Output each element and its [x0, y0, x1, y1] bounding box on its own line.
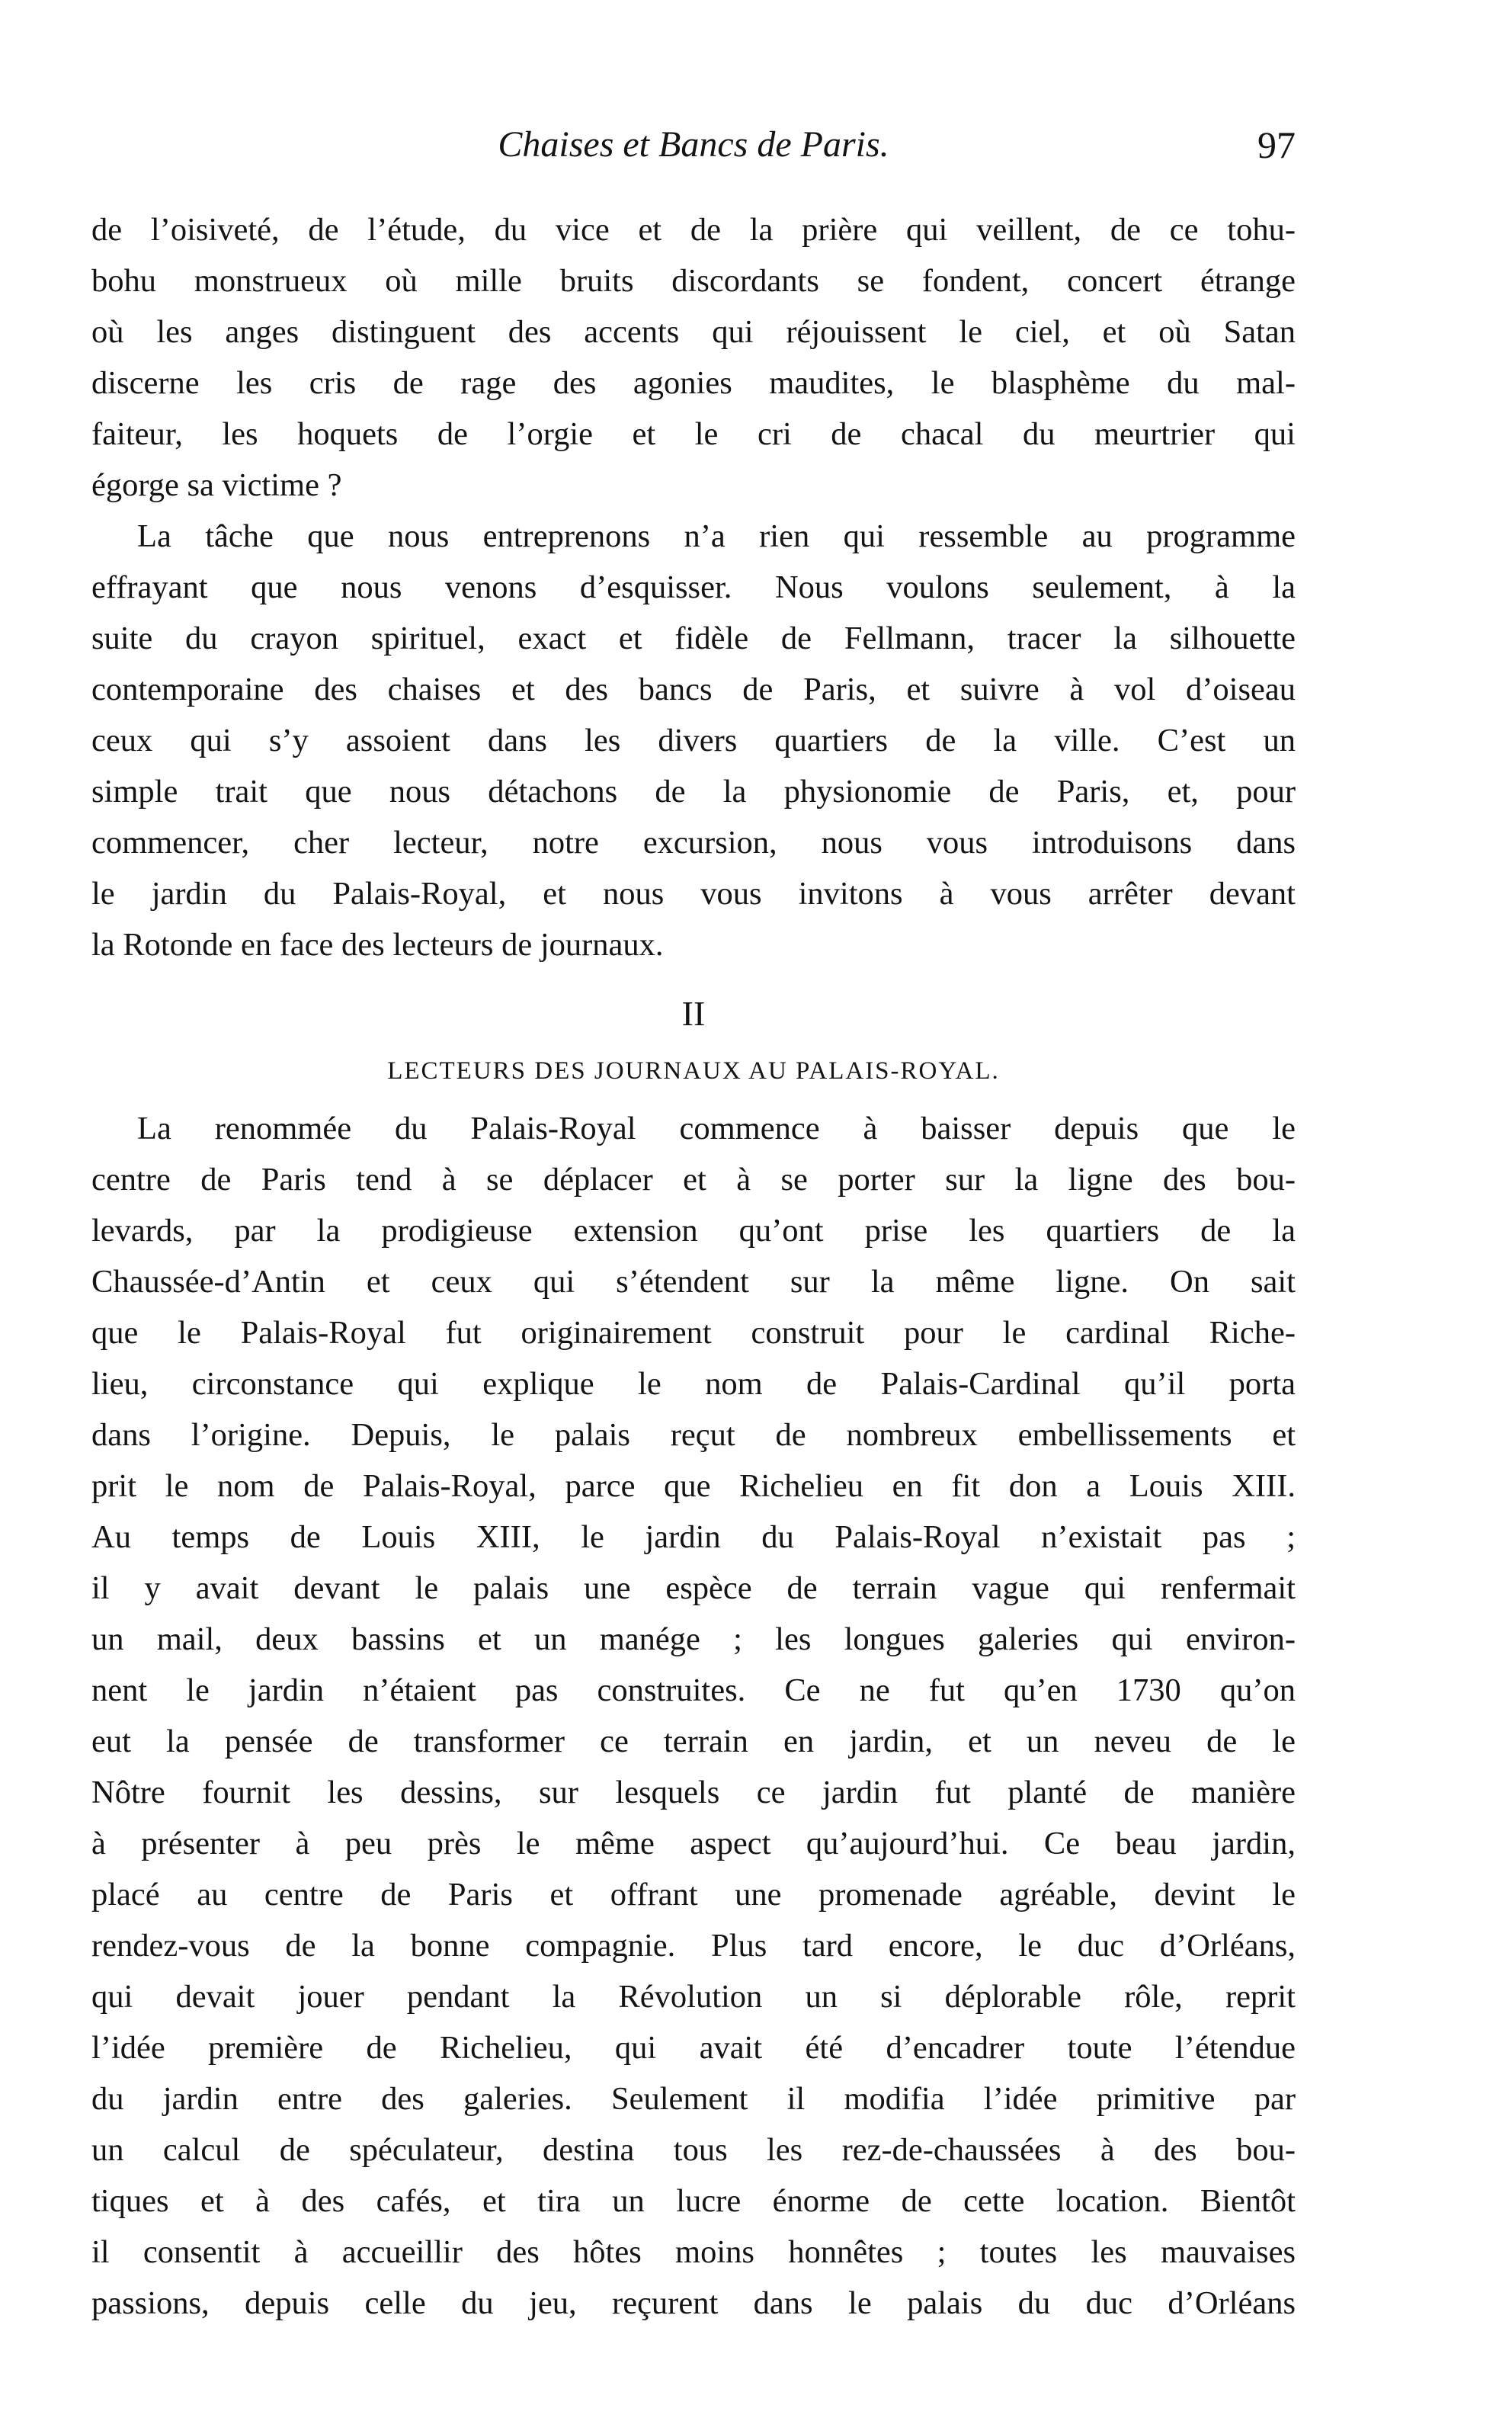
- text-line: effrayant que nous venons d’esquisser. Nous voulons seulement, à la: [91, 569, 1296, 605]
- text-line: Chaussée-d’Antin et ceux qui s’étendent sur la même ligne. On sait: [91, 1264, 1296, 1300]
- running-title: Chaises et Bancs de Paris.: [498, 124, 889, 165]
- text-line: où les anges distinguent des accents qui réjouissent le ciel, et où Satan: [91, 314, 1296, 350]
- text-line: passions, depuis celle du jeu, reçurent dans le palais du duc d’Orléans: [91, 2285, 1296, 2321]
- text-line: que le Palais-Royal fut originairement construit pour le cardinal Riche-: [91, 1315, 1296, 1351]
- text-line: l’idée première de Richelieu, qui avait été d’encadrer toute l’étendue: [91, 2030, 1296, 2066]
- text-line: bohu monstrueux où mille bruits discordants se fondent, concert étrange: [91, 263, 1296, 299]
- text-line: il consentit à accueillir des hôtes moins honnêtes ; toutes les mauvaises: [91, 2234, 1296, 2270]
- text-line: un mail, deux bassins et un manége ; les longues galeries qui environ-: [91, 1621, 1296, 1657]
- page-number: 97: [1257, 123, 1296, 166]
- text-line: qui devait jouer pendant la Révolution un si déplorable rôle, reprit: [91, 1979, 1296, 2015]
- text-line: à présenter à peu près le même aspect qu’aujourd’hui. Ce beau jardin,: [91, 1826, 1296, 1861]
- text-line: lieu, circonstance qui explique le nom de Palais-Cardinal qu’il porta: [91, 1366, 1296, 1402]
- text-line: du jardin entre des galeries. Seulement il modifia l’idée primitive par: [91, 2081, 1296, 2117]
- text-line: contemporaine des chaises et des bancs de Paris, et suivre à vol d’oiseau: [91, 672, 1296, 707]
- text-line: nent le jardin n’étaient pas construites. Ce ne fut qu’en 1730 qu’on: [91, 1672, 1296, 1708]
- text-line: prit le nom de Palais-Royal, parce que Richelieu en fit don a Louis XIII.: [91, 1468, 1296, 1504]
- paragraph-continuation: [91, 204, 1296, 511]
- text-line: levards, par la prodigieuse extension qu’ont prise les quartiers de la: [91, 1213, 1296, 1249]
- section-number: II: [681, 994, 706, 1033]
- text-line: faiteur, les hoquets de l’orgie et le cri de chacal du meurtrier qui: [91, 416, 1296, 452]
- text-line: un calcul de spéculateur, destina tous les rez-de-chaussées à des bou-: [91, 2132, 1296, 2168]
- paragraph-palais-royal: [91, 1103, 1296, 2329]
- text-line: il y avait devant le palais une espèce de terrain vague qui renfermait: [91, 1570, 1296, 1606]
- text-line: placé au centre de Paris et offrant une promenade agréable, devint le: [91, 1877, 1296, 1913]
- text-line: Au temps de Louis XIII, le jardin du Palais-Royal n’existait pas ;: [91, 1519, 1296, 1555]
- text-line: La renommée du Palais-Royal commence à baisser depuis que le: [137, 1111, 1296, 1146]
- text-line: centre de Paris tend à se déplacer et à se porter sur la ligne des bou-: [91, 1162, 1296, 1198]
- text-line: de l’oisiveté, de l’étude, du vice et de la prière qui veillent, de ce tohu-: [91, 212, 1296, 248]
- section-title: LECTEURS DES JOURNAUX AU PALAIS-ROYAL.: [387, 1057, 1000, 1085]
- text-line: le jardin du Palais-Royal, et nous vous invitons à vous arrêter devant: [91, 876, 1296, 912]
- text-line: ceux qui s’y assoient dans les divers quartiers de la ville. C’est un: [91, 723, 1296, 758]
- text-line: la Rotonde en face des lecteurs de journaux.: [91, 927, 664, 963]
- body-text: [91, 204, 1296, 2329]
- text-line: dans l’origine. Depuis, le palais reçut de nombreux embellissements et: [91, 1417, 1296, 1453]
- page-header: [91, 114, 1296, 175]
- text-line: eut la pensée de transformer ce terrain en jardin, et un neveu de le: [91, 1723, 1296, 1759]
- text-line: commencer, cher lecteur, notre excursion, nous vous introduisons dans: [91, 825, 1296, 861]
- text-line: simple trait que nous détachons de la physionomie de Paris, et, pour: [91, 774, 1296, 810]
- paragraph-intro: [91, 511, 1296, 970]
- text-line: discerne les cris de rage des agonies maudites, le blasphème du mal-: [91, 365, 1296, 401]
- text-line: La tâche que nous entreprenons n’a rien qui ressemble au programme: [137, 518, 1296, 554]
- text-line: rendez-vous de la bonne compagnie. Plus tard encore, le duc d’Orléans,: [91, 1928, 1296, 1964]
- text-line: Nôtre fournit les dessins, sur lesquels ce jardin fut planté de manière: [91, 1775, 1296, 1810]
- text-line: égorge sa victime ?: [91, 467, 342, 503]
- text-line: tiques et à des cafés, et tira un lucre énorme de cette location. Bientôt: [91, 2183, 1296, 2219]
- text-line: suite du crayon spirituel, exact et fidèle de Fellmann, tracer la silhouette: [91, 620, 1296, 656]
